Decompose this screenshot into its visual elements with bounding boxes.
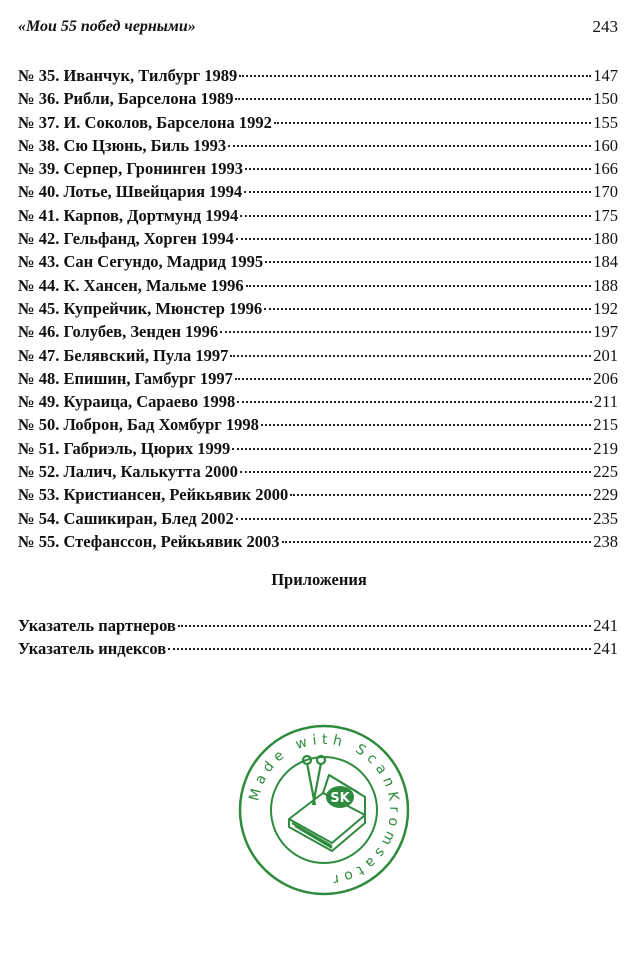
dot-leader: [264, 308, 591, 310]
toc-entry: [18, 507, 618, 530]
toc-entry-title: № 38. Сю Цзюнь, Биль 1993: [18, 135, 227, 155]
appendix-entry: [18, 637, 618, 660]
dot-leader: [282, 541, 592, 543]
toc-entry-title: № 55. Стефанссон, Рейкьявик 2003: [18, 531, 280, 551]
toc-entry: [18, 134, 618, 157]
toc-entry-title: № 44. К. Хансен, Мальме 1996: [18, 275, 244, 295]
dot-leader: [265, 261, 591, 263]
dot-leader: [220, 331, 591, 333]
toc-entry: [18, 437, 618, 460]
toc-entry-page: 180: [593, 229, 618, 249]
toc-entry-page: 166: [593, 159, 618, 179]
dot-leader: [246, 285, 592, 287]
toc-entry-page: 170: [593, 182, 618, 202]
toc-entry-page: 206: [593, 368, 618, 388]
toc-entry: [18, 320, 618, 343]
running-title: «Мои 55 побед черными»: [18, 18, 196, 35]
toc-entry: [18, 297, 618, 320]
toc-entry: [18, 344, 618, 367]
toc-entry-page: 175: [593, 205, 618, 225]
dot-leader: [237, 401, 592, 403]
toc-entry-page: 155: [593, 112, 618, 132]
appendix-heading: Приложения: [271, 570, 367, 589]
toc-entry-title: № 40. Лотье, Швейцария 1994: [18, 182, 243, 202]
toc-entry: [18, 157, 618, 180]
toc-entry-page: 201: [593, 345, 618, 365]
toc-entry-title: № 51. Габриэль, Цюрих 1999: [18, 438, 231, 458]
toc-entry-title: № 42. Гельфанд, Хорген 1994: [18, 229, 234, 249]
toc-entry-title: № 52. Лалич, Калькутта 2000: [18, 462, 238, 482]
toc-entry-page: 192: [593, 298, 618, 318]
dot-leader: [245, 168, 591, 170]
toc-entry-title: № 49. Кураица, Сараево 1998: [18, 392, 236, 412]
stamp-logo-icon: [237, 723, 411, 897]
appendix-list: [18, 614, 618, 661]
toc-entry-title: № 47. Белявский, Пула 1997: [18, 345, 229, 365]
toc-entry: [18, 204, 618, 227]
appendix-entry: [18, 614, 618, 637]
toc-entry-title: № 39. Серпер, Гронинген 1993: [18, 159, 243, 179]
dot-leader: [178, 625, 591, 627]
toc-entry-title: № 50. Лоброн, Бад Хомбург 1998: [18, 415, 259, 435]
toc-entry: [18, 250, 618, 273]
toc-entry-page: 211: [593, 392, 618, 412]
toc-entry: [18, 483, 618, 506]
toc-entry-title: № 41. Карпов, Дортмунд 1994: [18, 205, 239, 225]
toc-entry: [18, 413, 618, 436]
toc-entry-title: № 35. Иванчук, Тилбург 1989: [18, 66, 238, 85]
toc-entry-title: № 46. Голубев, Зенден 1996: [18, 322, 219, 342]
stamp-badge: SK: [330, 791, 350, 806]
appendix-entry-title: Указатель индексов: [18, 639, 167, 659]
dot-leader: [228, 145, 591, 147]
dot-leader: [290, 494, 591, 496]
dot-leader: [168, 648, 591, 650]
toc-entry-page: 238: [593, 531, 618, 551]
svg-text:Made with ScanKromsator: Made with ScanKromsator: [246, 731, 403, 889]
appendix-entry-page: 241: [593, 616, 618, 635]
toc-entry-title: № 48. Епишин, Гамбург 1997: [18, 368, 233, 388]
toc-entry-page: 150: [593, 89, 618, 109]
dot-leader: [236, 518, 591, 520]
dot-leader: [235, 378, 591, 380]
toc-entry-page: 229: [593, 485, 618, 505]
dot-leader: [240, 471, 591, 473]
appendix-entry-title: Указатель партнеров: [18, 616, 176, 635]
toc-entry-page: 197: [593, 322, 618, 342]
dot-leader: [239, 75, 591, 77]
toc-entry-title: № 37. И. Соколов, Барселона 1992: [18, 112, 272, 132]
toc-entry: [18, 460, 618, 483]
dot-leader: [236, 238, 591, 240]
dot-leader: [240, 215, 591, 217]
dot-leader: [244, 191, 591, 193]
toc-entry: [18, 367, 618, 390]
scankromsator-stamp: [237, 723, 411, 897]
toc-entry-page: 160: [593, 135, 618, 155]
toc-entry-page: 184: [593, 252, 618, 272]
toc-entry-title: № 53. Кристиансен, Рейкьявик 2000: [18, 485, 289, 505]
dot-leader: [235, 98, 591, 100]
toc-entry-title: № 54. Сашикиран, Блед 2002: [18, 508, 234, 528]
toc-entry-title: № 43. Сан Сегундо, Мадрид 1995: [18, 252, 264, 272]
toc-entry-title: № 45. Купрейчик, Мюнстер 1996: [18, 298, 263, 318]
toc-list: [18, 64, 618, 553]
dot-leader: [230, 355, 591, 357]
dot-leader: [261, 424, 591, 426]
toc-entry-page: 215: [593, 415, 618, 435]
toc-entry: [18, 530, 618, 553]
toc-entry: [18, 274, 618, 297]
dot-leader: [232, 448, 591, 450]
toc-entry: [18, 87, 618, 110]
toc-entry: [18, 111, 618, 134]
toc-entry-page: 188: [593, 275, 618, 295]
toc-entry-page: 225: [593, 462, 618, 482]
toc-entry-page: 235: [593, 508, 618, 528]
toc-entry: [18, 64, 618, 87]
appendix-entry-page: 241: [593, 639, 618, 659]
dot-leader: [274, 122, 591, 124]
page-number: 243: [592, 17, 618, 36]
toc-entry-page: 219: [593, 438, 618, 458]
toc-entry-title: № 36. Рибли, Барселона 1989: [18, 89, 234, 109]
toc-entry: [18, 227, 618, 250]
toc-entry-page: 147: [593, 66, 618, 85]
toc-entry: [18, 390, 618, 413]
page-header: [0, 0, 638, 52]
toc-entry: [18, 180, 618, 203]
